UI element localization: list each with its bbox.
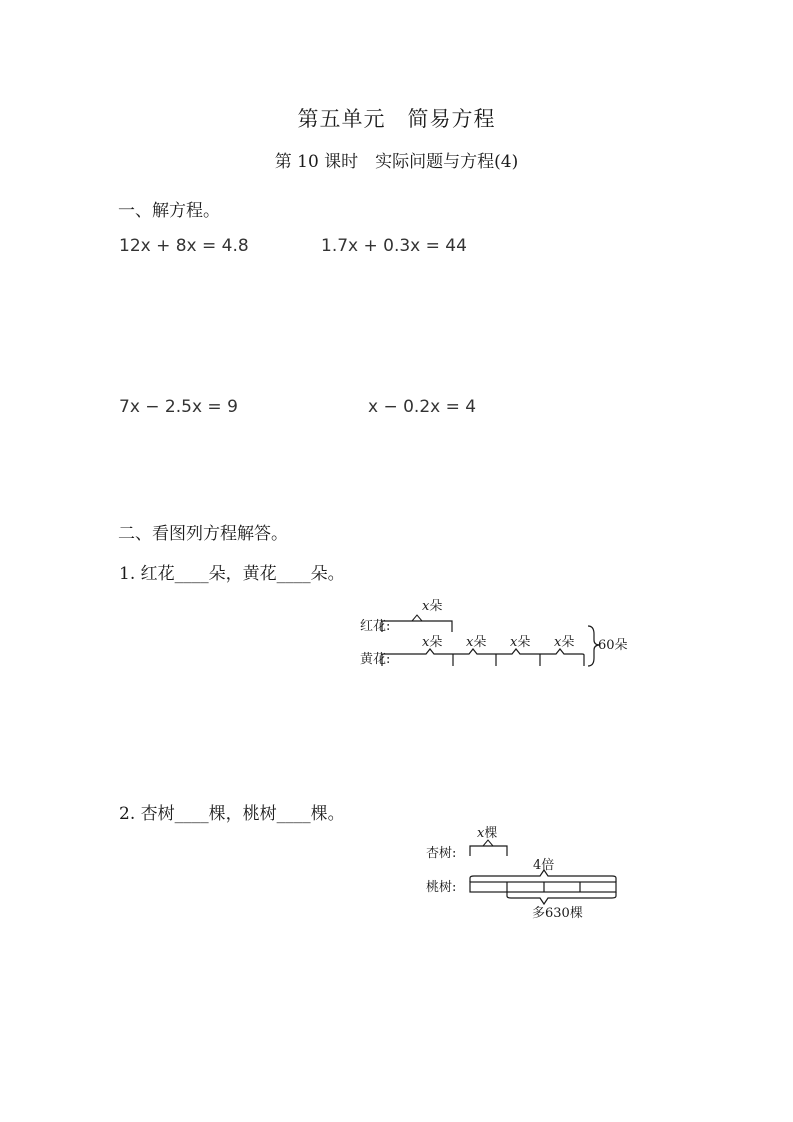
yellow-x-label-2: x朵 [466,635,487,650]
more-brace [507,892,616,904]
peach-bar [470,882,616,892]
problem-2-text: 2. 杏树____棵，桃树____棵。 [119,804,345,824]
times-label: 4倍 [533,858,555,873]
red-brace-tip [412,615,422,621]
apricot-label: 杏树: [426,846,457,861]
yellow-label: 黄花: [360,652,391,667]
red-label: 红花: [360,619,391,634]
apricot-segment [470,846,507,856]
yellow-x-label-4: x朵 [554,635,575,650]
problem-1-text: 1. 红花____朵，黄花____朵。 [119,564,345,584]
yellow-x-label-1: x朵 [422,635,443,650]
times-brace [470,870,616,882]
apricot-x-label: x棵 [477,826,498,841]
page-title: 第五单元 简易方程 [297,107,496,131]
section-1-heading: 一、解方程。 [118,201,220,221]
lesson-subtitle: 第 10 课时 实际问题与方程(4) [274,152,519,172]
equation-4: x − 0.2x = 4 [368,397,477,417]
peach-dividers [507,882,580,892]
section-2-heading: 二、看图列方程解答。 [118,524,288,544]
equation-2: 1.7x + 0.3x = 44 [321,236,467,256]
yellow-dividers [453,654,540,666]
flower-diagram [360,596,640,676]
peach-label: 桃树: [426,880,457,895]
total-label: 60朵 [598,638,628,653]
red-x-label: x朵 [422,599,443,614]
equation-1: 12x + 8x = 4.8 [119,236,249,256]
yellow-x-label-3: x朵 [510,635,531,650]
more-label: 多630棵 [532,906,583,921]
red-segment [382,621,452,632]
tree-diagram [426,820,626,928]
equation-3: 7x − 2.5x = 9 [119,397,238,417]
yellow-bar [382,649,584,666]
